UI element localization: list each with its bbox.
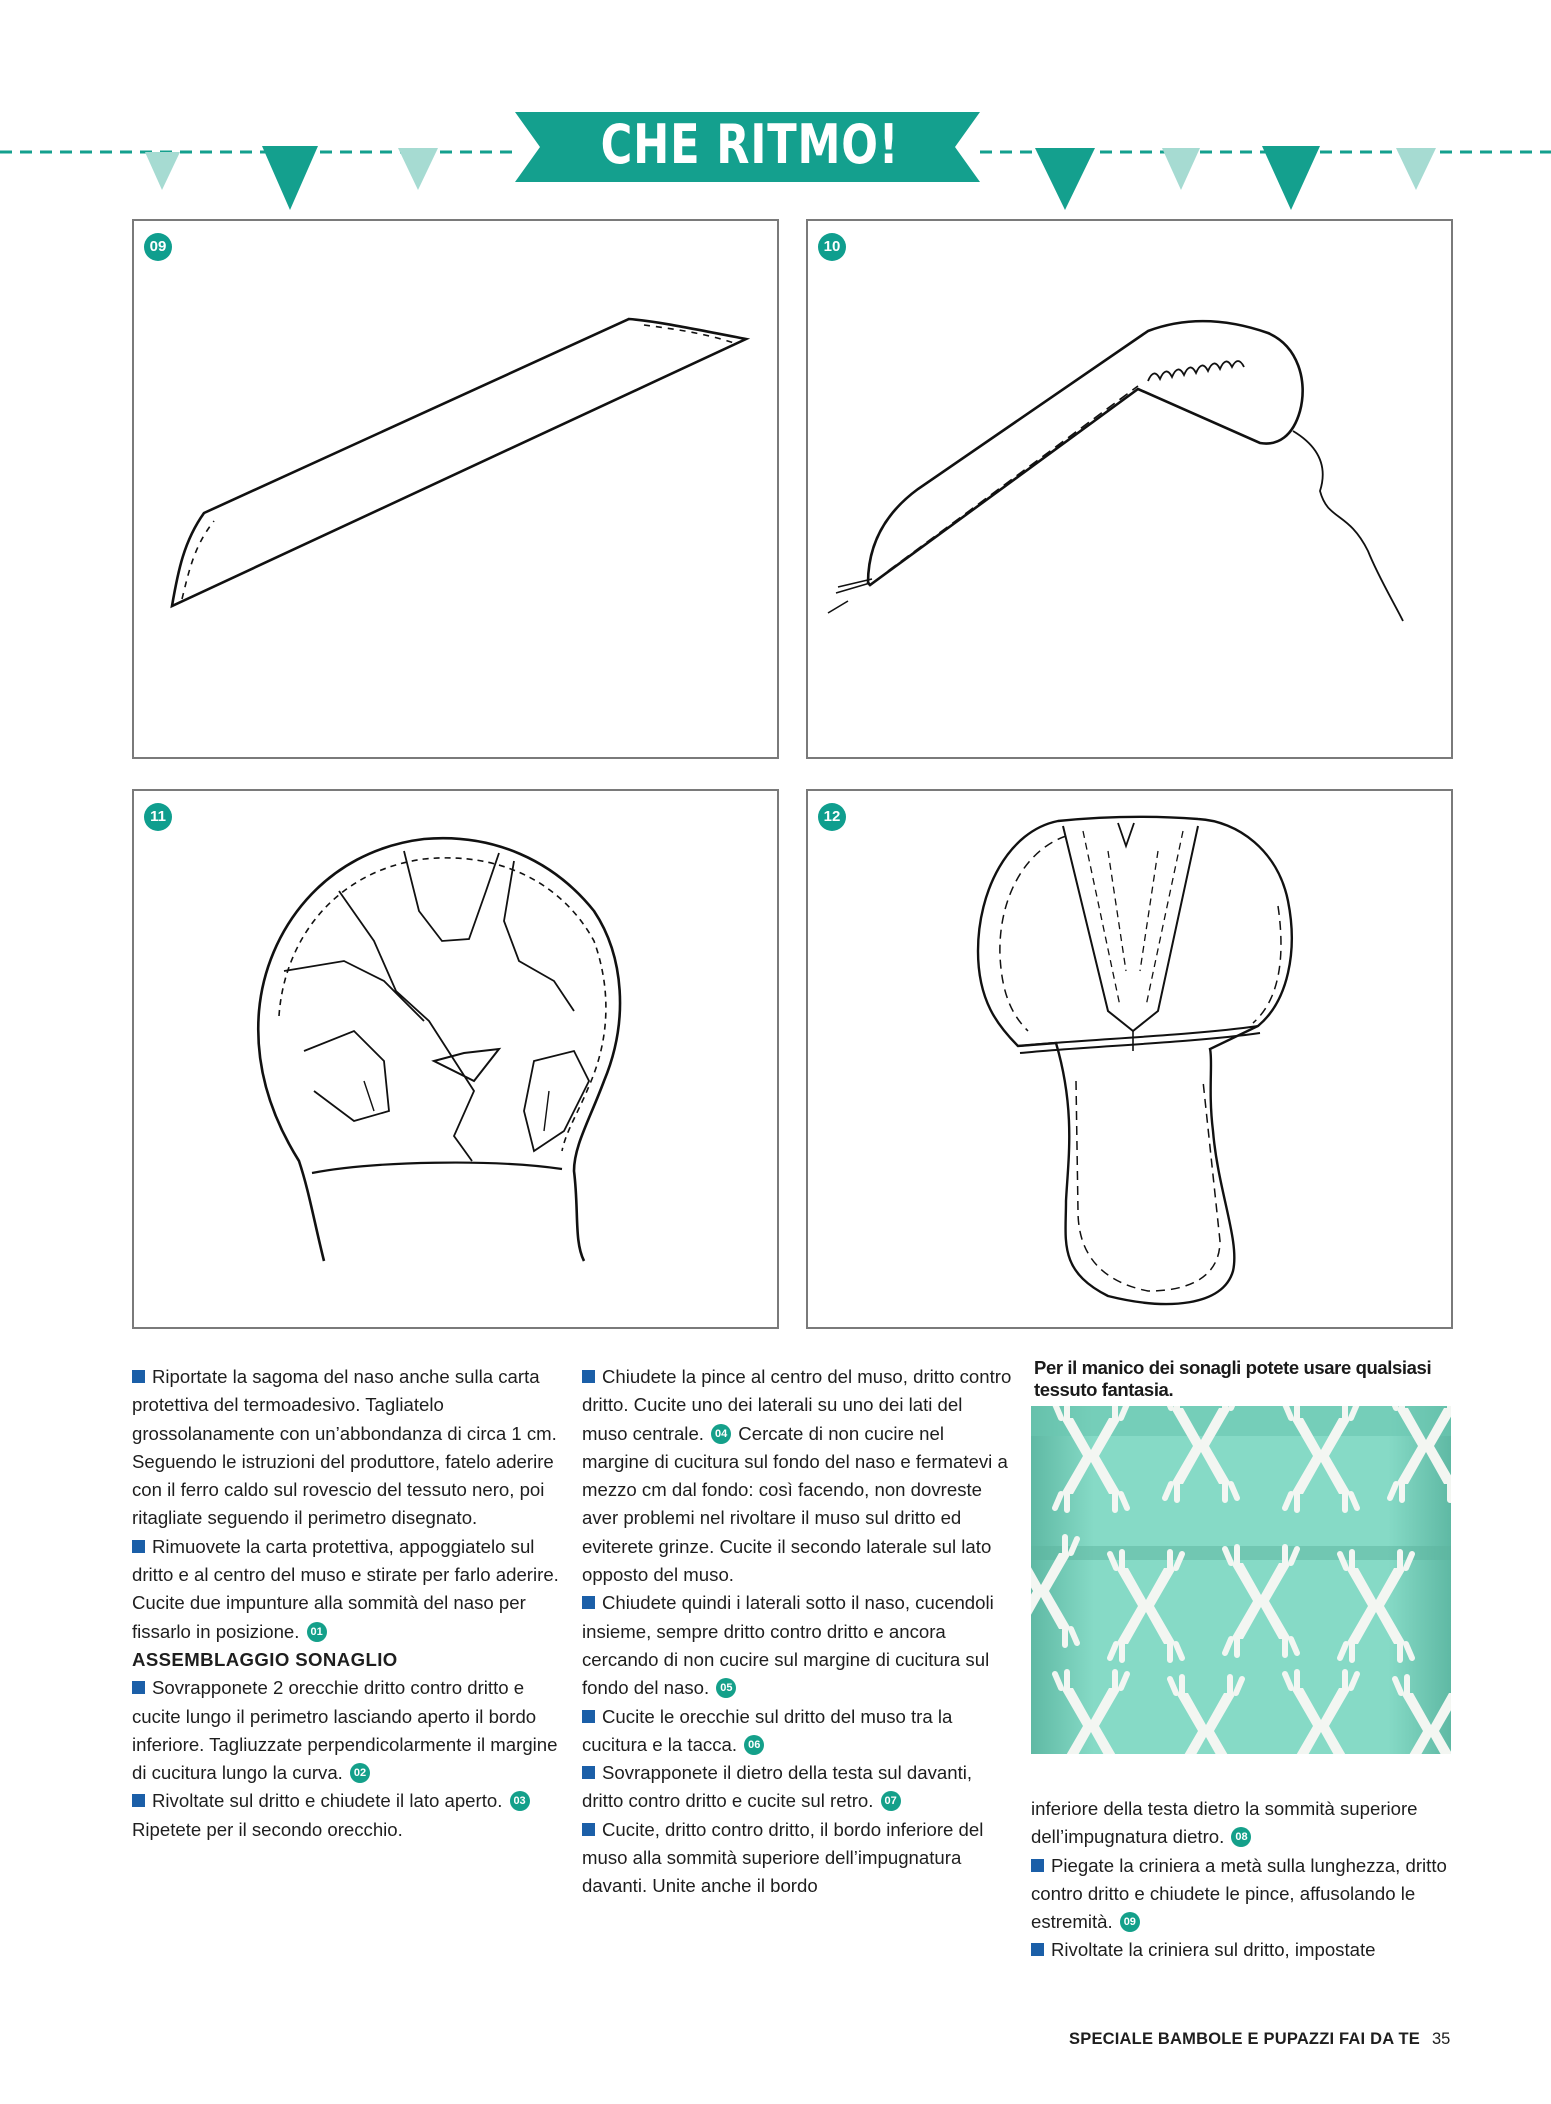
- figure-panel-12: [806, 789, 1453, 1329]
- paragraph: Piegate la criniera a metà sulla lunghezza, dritto contro dritto e chiudete le pince, affusolando le estremità. 09: [1031, 1854, 1447, 1933]
- paragraph: Chiudete quindi i laterali sotto il naso, cucendoli insieme, sempre dritto contro dritto e ancora cercando di non cucire sul margine di cucitura sul fondo del naso. 05: [582, 1592, 994, 1699]
- paragraph: Cucite, dritto contro dritto, il bordo inferiore del muso alla sommità superiore dell’impugnatura davanti. Unite anche il bordo: [582, 1818, 984, 1897]
- bullet-square-icon: [582, 1710, 595, 1723]
- gathered-strip-illustration: [808, 221, 1451, 757]
- bullet-square-icon: [132, 1540, 145, 1553]
- figure-panel-10: [806, 219, 1453, 759]
- bullet-square-icon: [582, 1370, 595, 1383]
- step-badge: 12: [818, 803, 846, 831]
- nose-strip-illustration: [134, 221, 777, 757]
- fabric-photo: [1031, 1406, 1451, 1754]
- text-column-3: [1031, 1795, 1451, 1965]
- paragraph: Chiudete la pince al centro del muso, dritto contro dritto. Cucite uno dei laterali su uno dei lati del muso centrale. 04 Cercate di non cucire nel margine di cucitura sul fondo del naso e fermatevi a mezzo cm dal fondo: così facendo, non dovreste aver problemi nel rivoltare il muso sul dritto ed eviterete grinze. Cucite il secondo laterale sul lato opposto del muso.: [582, 1366, 1012, 1586]
- muzzle-assembly-illustration: [134, 791, 777, 1327]
- bullet-square-icon: [1031, 1859, 1044, 1872]
- bullet-square-icon: [132, 1681, 145, 1694]
- paragraph: Riportate la sagoma del naso anche sulla carta protettiva del termoadesivo. Tagliatelo grossolanamente con un’abbondanza di circa 1 cm. Seguendo le istruzioni del produttore, fatelo aderire con il ferro caldo sul rovescio del tessuto nero, poi ritagliate seguendo il perimetro disegnato.: [132, 1366, 557, 1529]
- bullet-square-icon: [582, 1766, 595, 1779]
- step-badge: 09: [144, 233, 172, 261]
- figure-panel-11: [132, 789, 779, 1329]
- bullet-square-icon: [582, 1596, 595, 1609]
- step-marker-icon: 07: [881, 1791, 901, 1811]
- bullet-square-icon: [132, 1794, 145, 1807]
- step-marker-icon: 01: [307, 1622, 327, 1642]
- paragraph: inferiore della testa dietro la sommità superiore dell’impugnatura dietro. 08: [1031, 1798, 1418, 1848]
- paragraph: Sovrapponete il dietro della testa sul davanti, dritto contro dritto e cucite sul retro. 07: [582, 1762, 973, 1812]
- paragraph: Sovrapponete 2 orecchie dritto contro dritto e cucite lungo il perimetro lasciando aperto il bordo inferiore. Tagliuzzate perpendicolarmente il margine di cucitura lungo la curva. 02: [132, 1677, 558, 1784]
- step-marker-icon: 05: [716, 1678, 736, 1698]
- bullet-square-icon: [582, 1823, 595, 1836]
- step-marker-icon: 09: [1120, 1912, 1140, 1932]
- text-column-2: [582, 1363, 1012, 1901]
- page-number: 35: [1432, 2030, 1451, 2048]
- rattle-handle-illustration: [808, 791, 1451, 1327]
- step-marker-icon: 06: [744, 1735, 764, 1755]
- bullet-square-icon: [132, 1370, 145, 1383]
- text-column-1: [132, 1363, 562, 1844]
- paragraph: Rivoltate la criniera sul dritto, impostate: [1031, 1936, 1451, 1964]
- step-marker-icon: 08: [1231, 1827, 1251, 1847]
- paragraph: Rimuovete la carta protettiva, appoggiatelo sul dritto e al centro del muso e stirate per farlo aderire. Cucite due impunture alla sommità del naso per fissarlo in posizione. 01: [132, 1535, 559, 1642]
- paragraph: Cucite le orecchie sul dritto del muso tra la cucitura e la tacca. 06: [582, 1705, 953, 1755]
- step-badge: 11: [144, 803, 172, 831]
- paragraph: Rivoltate sul dritto e chiudete il lato aperto. 03 Ripetete per il secondo orecchio.: [132, 1787, 562, 1844]
- bullet-square-icon: [1031, 1943, 1044, 1956]
- footer-title: SPECIALE BAMBOLE E PUPAZZI FAI DA TE: [1069, 2030, 1420, 2048]
- step-badge: 10: [818, 233, 846, 261]
- banner-title: CHE RITMO!: [600, 113, 900, 176]
- step-marker-icon: 04: [711, 1424, 731, 1444]
- photo-caption: Per il manico dei sonagli potete usare qualsiasi tessuto fantasia.: [1034, 1357, 1432, 1400]
- fabric-pattern-image: [1031, 1406, 1451, 1754]
- step-marker-icon: 02: [350, 1763, 370, 1783]
- step-marker-icon: 03: [510, 1791, 530, 1811]
- figure-panel-09: [132, 219, 779, 759]
- section-heading: ASSEMBLAGGIO SONAGLIO: [132, 1648, 398, 1670]
